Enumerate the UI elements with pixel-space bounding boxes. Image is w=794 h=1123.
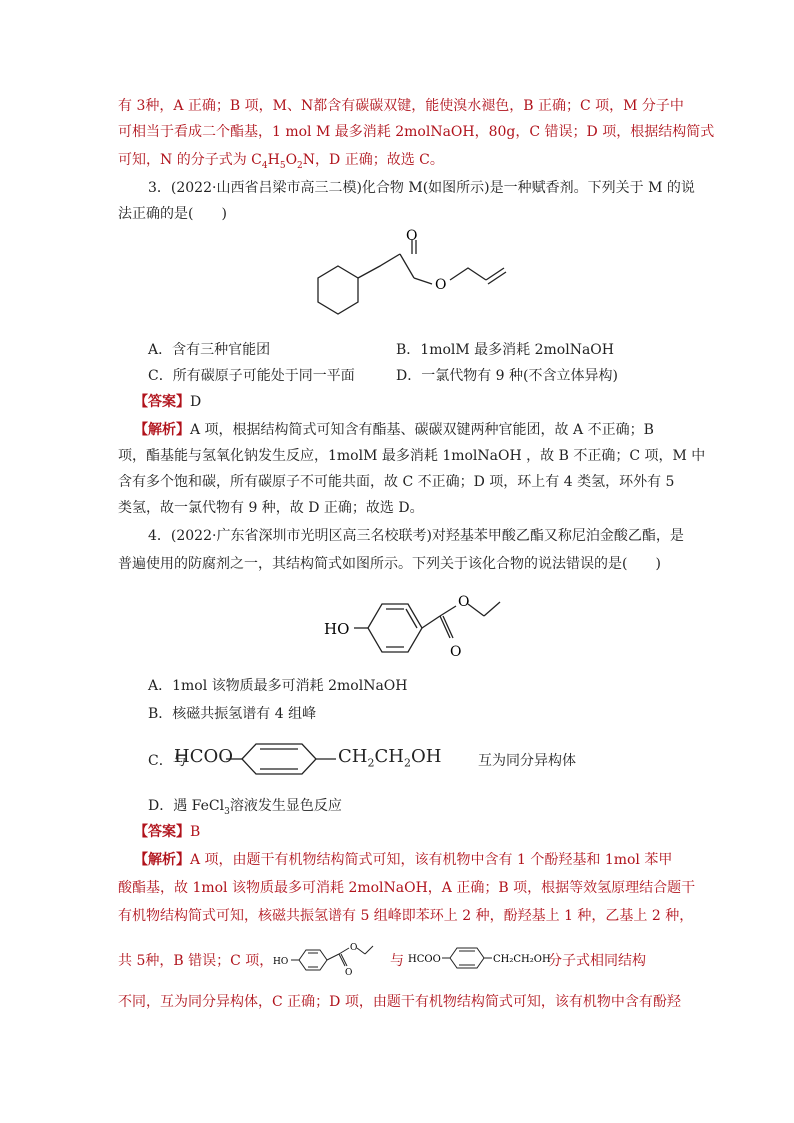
q3-option-d: D．一氯代物有 9 种(不含立体异构) <box>396 368 618 384</box>
q4-stem-line2: 普遍使用的防腐剂之一，其结构简式如图所示。下列关于该化合物的说法错误的是( ) <box>118 556 661 572</box>
q4-analysis-line2: 酸酯基，故 1mol 该物质最多可消耗 2molNaOH，A 正确；B 项，根据等效氢原理结合题干 <box>118 880 696 896</box>
svg-text:HCOO: HCOO <box>408 954 441 965</box>
q4-struct-o-bottom: O <box>450 644 462 660</box>
q4-option-c: C．与 HCOO $CH_2CH_2OH$ 互为同分异构体 <box>148 742 608 776</box>
q4-analysis-small-structure-1 <box>273 938 393 976</box>
q4-struct-ho: HO <box>324 620 350 638</box>
para1-line1: 有 3种，A 正确；B 项，M、N都含有碳碳双键，能使溴水褪色，B 正确；C 项，M 分子中 <box>118 98 684 114</box>
svg-text:O: O <box>345 968 353 978</box>
q4-analysis-small-structure-2 <box>408 944 551 972</box>
q4-option-c-benzene <box>226 742 346 776</box>
para1-line2: 可相当于看成二个酯基，1 mol M 最多消耗 2molNaOH，80g，C 错误；D 项，根据结构简式 <box>118 124 715 140</box>
q3-option-a: A．含有三种官能团 <box>148 342 271 358</box>
q4-analysis-line3: 有机物结构简式可知，核磁共振氢谱有 5 组峰即苯环上 2 种，酚羟基上 1 种，乙基上 2 种， <box>118 908 694 924</box>
q3-answer-label: 【答案】 <box>134 394 190 410</box>
q4-analysis-line5: 不同，互为同分异构体，C 正确；D 项，由题干有机物结构简式可知，该有机物中含有酚羟 <box>118 994 681 1010</box>
q4-struct-o-top: O <box>458 594 470 610</box>
q3-option-b: B．1molM 最多消耗 2molNaOH <box>396 342 614 358</box>
q3-analysis-line3: 含有多个饱和碳，所有碳原子不可能共面，故 C 不正确；D 项，环上有 4 类氢，环外有 5 <box>118 474 675 490</box>
q4-option-a: A．1mol 该物质最多可消耗 2molNaOH <box>148 678 408 694</box>
q4-analysis-line1: 【解析】A 项，由题干有机物结构简式可知，该有机物中含有 1 个酚羟基和 1mol 苯甲 <box>134 852 673 868</box>
q3-struct-o-top: O <box>406 228 418 244</box>
q3-analysis-line1: 【解析】A 项，根据结构简式可知含有酯基、碳碳双键两种官能团，故 A 不正确；B <box>134 422 654 438</box>
q4-structure-diagram <box>320 588 510 660</box>
q4-option-b: B．核磁共振氢谱有 4 组峰 <box>148 706 317 722</box>
q3-option-c: C．所有碳原子可能处于同一平面 <box>148 368 355 384</box>
q3-analysis-line4: 类氢，故一氯代物有 9 种，故 D 正确；故选 D。 <box>118 500 424 516</box>
svg-text:HO: HO <box>273 957 289 967</box>
q3-analysis-line2: 项，酯基能与氢氧化钠发生反应，1molM 最多消耗 1molNaOH ，故 B 不正确；C 项，M 中 <box>118 448 706 464</box>
q4-answer-label: 【答案】 <box>134 824 190 840</box>
q3-stem-line2: 法正确的是( ) <box>118 206 227 222</box>
q3-structure-diagram <box>300 228 530 328</box>
q4-stem-line1: 4．(2022·广东省深圳市光明区高三名校联考)对羟基苯甲酸乙酯又称尼泊金酸乙酯，是 <box>148 528 684 544</box>
q4-answer-value: B <box>190 824 201 840</box>
svg-text:O: O <box>350 943 358 953</box>
q3-analysis-label: 【解析】 <box>134 422 190 438</box>
q3-stem-line1: 3．(2022·山西省吕梁市高三二模)化合物 M(如图所示)是一种赋香剂。下列关于 M 的说 <box>148 180 695 196</box>
q4-answer <box>134 822 200 842</box>
q3-struct-o-mid: O <box>435 277 447 293</box>
q3-answer-value: D <box>190 394 202 410</box>
svg-text:CH₂CH₂OH: CH₂CH₂OH <box>493 954 551 965</box>
q4-analysis-label: 【解析】 <box>134 852 190 868</box>
q4-analysis-line4: 共 5种，B 错误；C 项， HO O O 与 HCOO CH₂CH₂OH 分子式相同结构 <box>118 938 698 978</box>
para1-line3: 可知，N 的分子式为 $C_4H_5O_2N$，D 正确；故选 C。 <box>118 152 444 171</box>
q3-answer <box>134 392 201 412</box>
q4-option-d: D．遇 FeCl$_3$溶液发生显色反应 <box>148 798 342 817</box>
